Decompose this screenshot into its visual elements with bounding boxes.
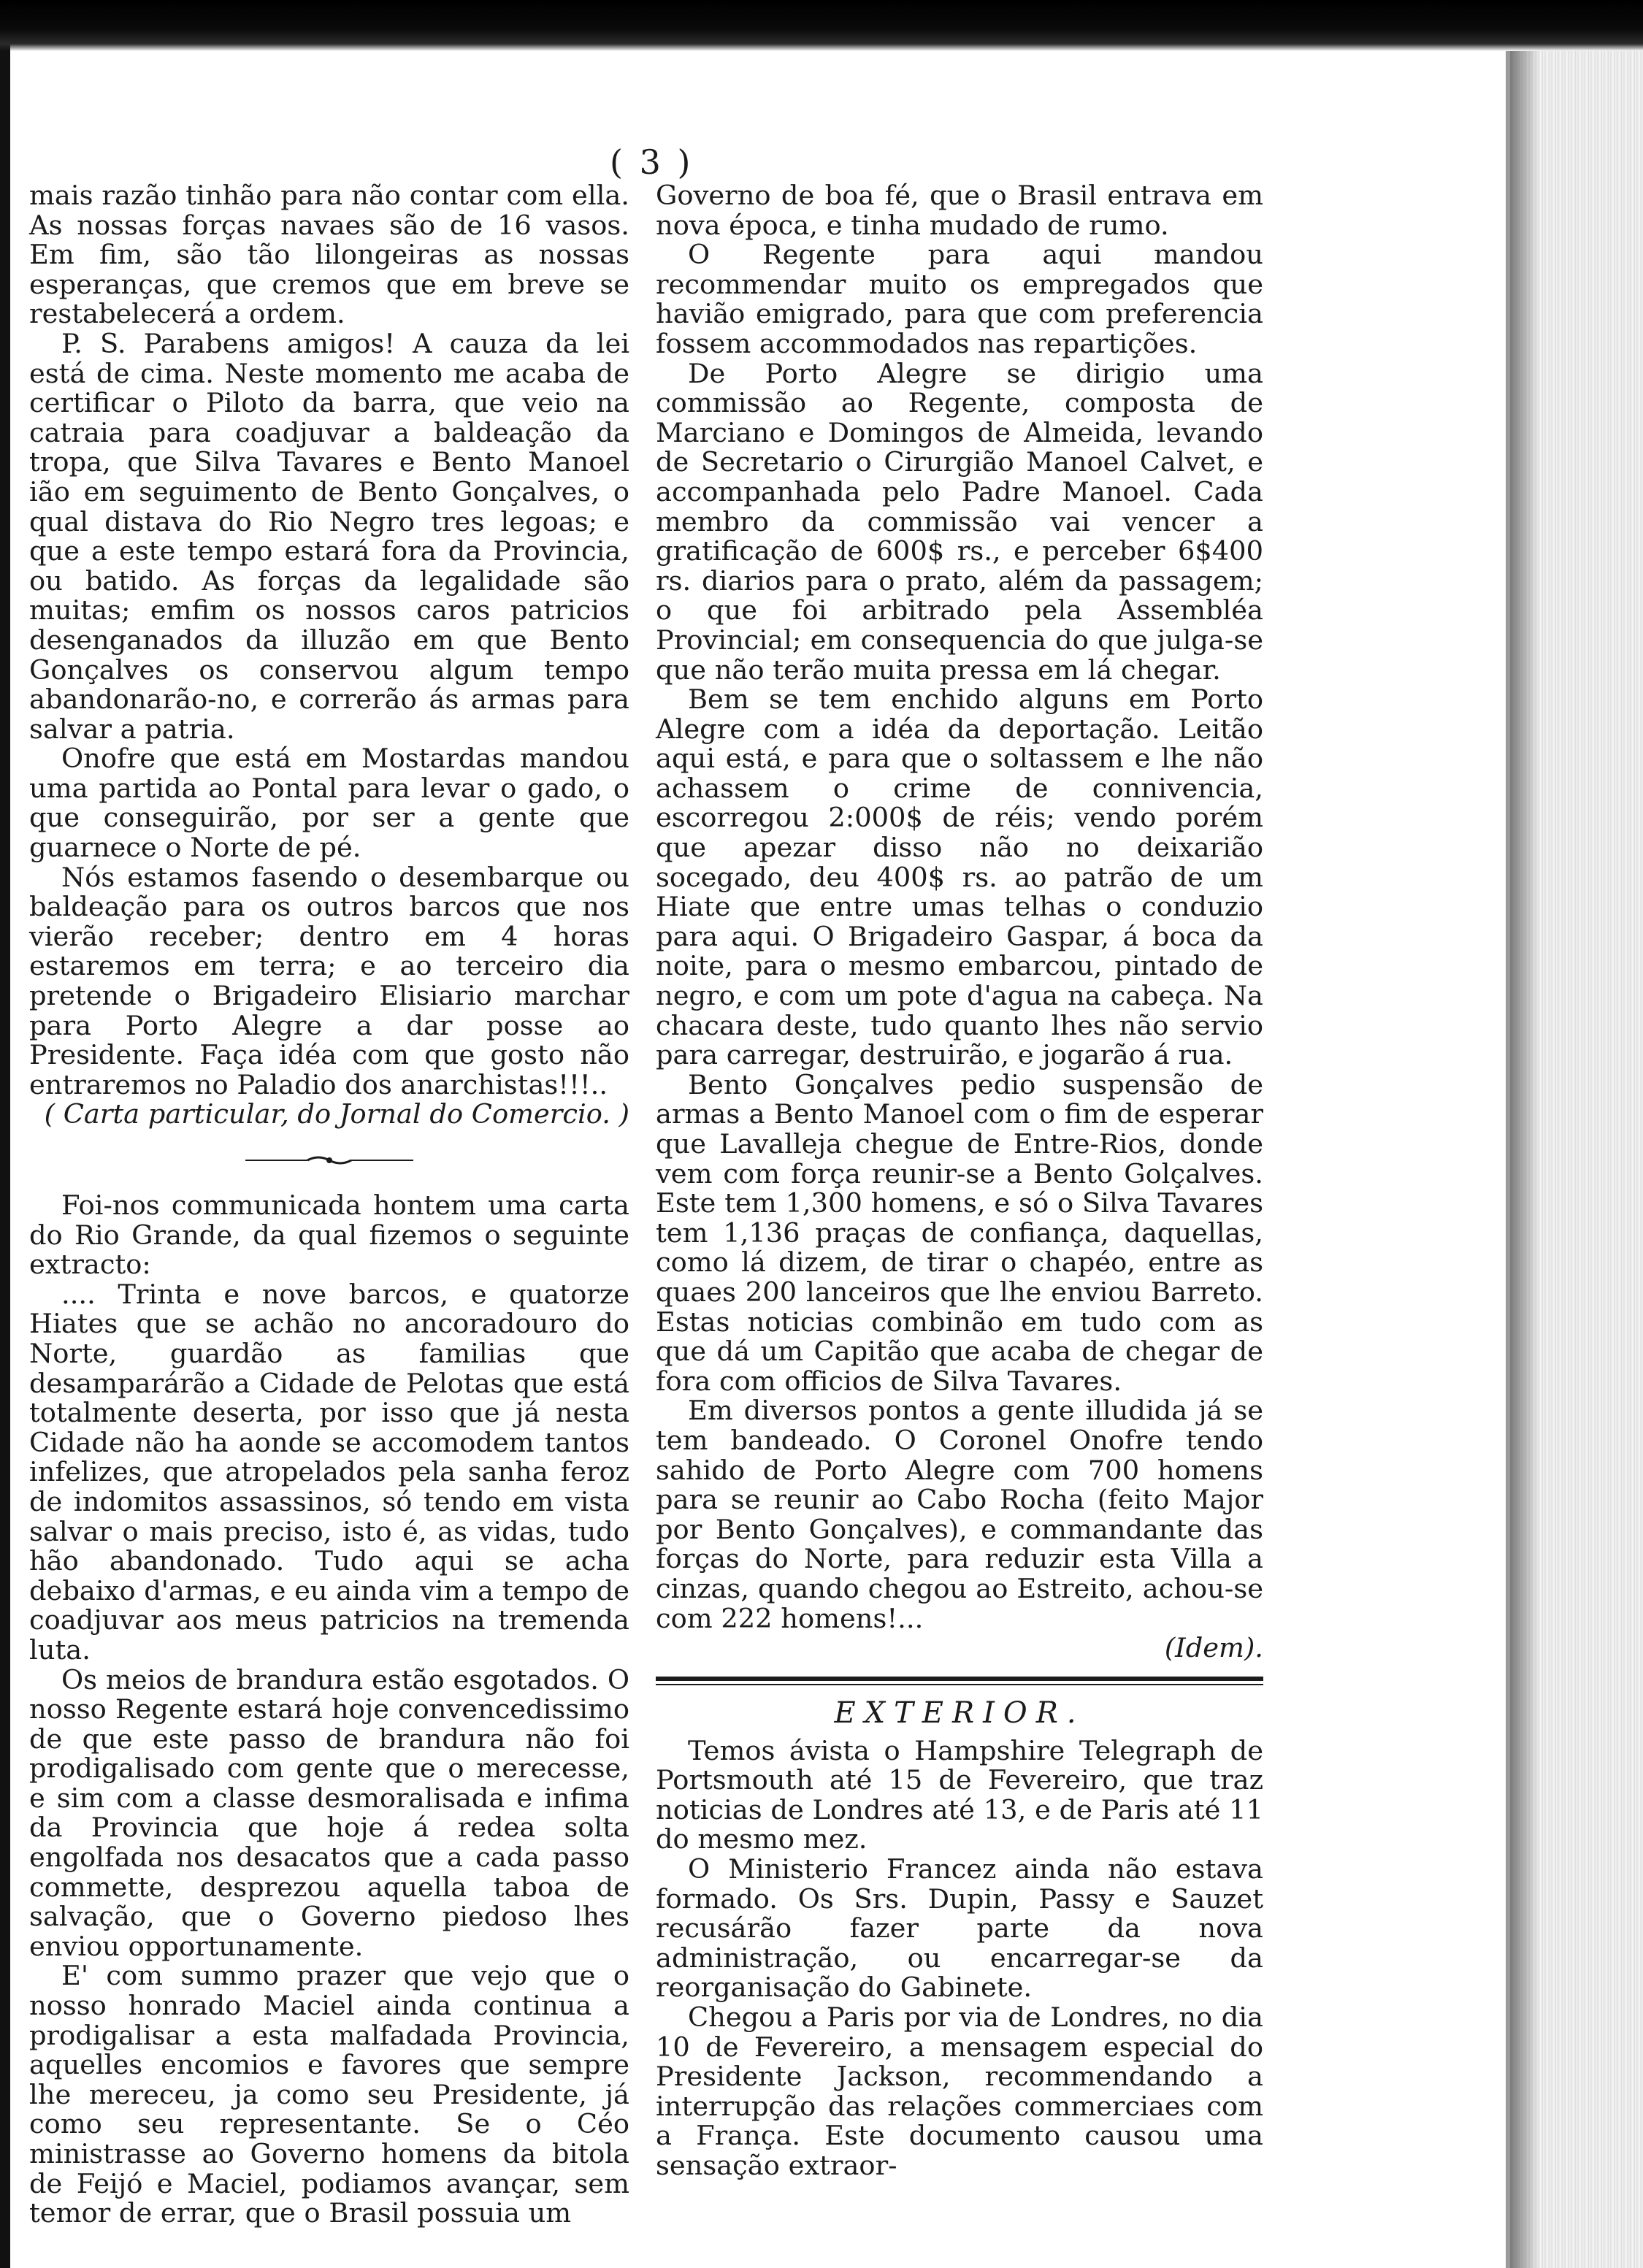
- paragraph-regent: Os meios de brandura estão esgotados. O nosso Regente estará hoje convencedissimo de que este passo de brandura não foi prodigalisado com gente que o merecesse, e sim com a classe desmoralisada e infima da Provincia que hoje á redea solta engolfada nos desacatos que a cada passo commette, desprezou aquella taboa de salvação, que o Governo piedoso lhes enviou opportunamente.: [29, 1663, 629, 1962]
- source-citation: ( Carta particular, do Jornal do Comercio. ): [44, 1098, 629, 1130]
- paragraph-postscript: P. S. Parabens amigos! A cauza da lei está de cima. Neste momento me acaba de certificar o Piloto da barra, que veio na catraia para coadjuvar a baldeação da tropa, que Silva Tavares e Bento Manoel ião em seguimento de Bento Gonçalves, o qual distava do Rio Negro tres legoas; e que a este tempo estará fora da Provincia, ou batido. As forças da legalidade são muitas; emfim os nossos caros patricios desenganados da illuzão em que Bento Gonçalves os conservou algum tempo abandonarão-no, e correrão ás armas para salvar a patria.: [29, 327, 629, 745]
- paragraph-maciel: E' com summo prazer que vejo que o nosso honrado Maciel ainda continua a prodigalisar a esta malfadada Provincia, aquelles encomios e favores que sempre lhe mereceu, ja como seu Presidente, já como seu representante. Se o Céo ministrasse ao Governo homens da bitola de Feijó e Maciel, podiamos avançar, sem temor de errar, que o Brasil possuia um: [29, 1960, 629, 2229]
- paragraph-commission: De Porto Alegre se dirigio uma commissão ao Regente, composta de Marciano e Domingos de Almeida, levando de Secretario o Cirurgião Manoel Calvet, e accompanhada pelo Padre Manoel. Cada membro da commissão vai vencer a gratificação de 600$ rs., e perceber 6$400 rs. diarios para o prato, além da passagem; o que foi arbitrado pela Assembléa Provincial; em consequencia do que julga-se que não terão muita pressa em lá chegar.: [656, 357, 1263, 686]
- paragraph-armistice: Bento Gonçalves pedio suspensão de armas a Bento Manoel com o fim de esperar que Lavalleja chegue de Entre-Rios, donde vem com força reunir-se a Bento Golçalves. Este tem 1,300 homens, e só o Silva Tavares tem 1,136 praças de confiança, daquellas, como lá dizem, de tirar o chapéo, entre as quaes 200 lanceiros que lhe enviou Barreto. Estas noticias combinão em tudo com as que dá um Capitão que acaba de chegar de fora com officios de Silva Tavares.: [656, 1068, 1263, 1397]
- paragraph-governo: Governo de boa fé, que o Brasil entrava em nova época, e tinha mudado de rumo.: [656, 180, 1263, 241]
- paragraph-navy: mais razão tinhão para não contar com ella. As nossas forças navaes são de 16 vasos. Em fim, são tão lilongeiras as nossas esperanças, que cremos que em breve se restabelecerá a ordem.: [29, 180, 629, 330]
- book-page-edge: [1506, 51, 1643, 2268]
- scan-border-top: [0, 0, 1643, 51]
- ornament-divider: [245, 1154, 413, 1166]
- paragraph-onofre: Onofre que está em Mostardas mandou uma partida ao Pontal para levar o gado, o que conseguirão, por ser a gente que guarnece o Norte de pé.: [29, 743, 629, 864]
- left-column: [29, 181, 629, 2229]
- paragraph-letter-intro: Foi-nos communicada hontem uma carta do Rio Grande, da qual fizemos o seguinte extracto:: [29, 1189, 629, 1281]
- section-rule: [656, 1677, 1263, 1685]
- paragraph-bandeado: Em diversos pontos a gente illudida já se tem bandeado. O Coronel Onofre tendo sahido de Porto Alegre com 700 homens para se reunir ao Cabo Rocha (feito Major por Bento Gonçalves), e commandante das forças do Norte, para reduzir esta Villa a cinzas, quando chegou ao Estreito, achou-se com 222 homens!...: [656, 1395, 1263, 1634]
- paragraph-boats: .... Trinta e nove barcos, e quatorze Hiates que se achão no ancoradouro do Norte, guardão as familias que desamparárão a Cidade de Pelotas que está totalmente deserta, por isso que já nesta Cidade não ha aonde se accomodem tantos infelizes, que atropelados pela sanha feroz de indomitos assassinos, só tendo em vista salvar o mais preciso, isto é, as vidas, tudo hão abandonado. Tudo aqui se acha debaixo d'armas, e eu ainda vim a tempo de coadjuvar aos meus patricios na tremenda luta.: [29, 1278, 629, 1666]
- section-heading-exterior: EXTERIOR.: [834, 1696, 1085, 1730]
- right-column: [656, 181, 1263, 2181]
- paragraph-ministry: O Ministerio Francez ainda não estava formado. Os Srs. Dupin, Passy e Sauzet recusárão fazer parte da nova administração, ou encarregar-se da reorganisação do Gabinete.: [656, 1853, 1263, 2004]
- page-number: ( 3 ): [610, 142, 694, 182]
- scan-border-left: [0, 0, 10, 2268]
- paragraph-employees: O Regente para aqui mandou recommendar muito os empregados que havião emigrado, para que com preferencia fossem accommodados nas repartições.: [656, 239, 1263, 359]
- paragraph-telegraph: Temos ávista o Hampshire Telegraph de Portsmouth até 15 de Fevereiro, que traz noticias de Londres até 13, e de Paris até 11 do mesmo mez.: [656, 1734, 1263, 1855]
- source-citation-idem: (Idem).: [1164, 1632, 1263, 1664]
- paragraph-disembark: Nós estamos fasendo o desembarque ou baldeação para os outros barcos que nos vierão receber; dentro em 4 horas estaremos em terra; e ao terceiro dia pretende o Brigadeiro Elisiario marchar para Porto Alegre a dar posse ao Presidente. Faça idéa com que gosto não entraremos no Paladio dos anarchistas!!!..: [29, 861, 629, 1100]
- paragraph-jackson: Chegou a Paris por via de Londres, no dia 10 de Fevereiro, a mensagem especial do Presidente Jackson, recommendando a interrupção das relações commerciaes com a França. Este documento causou uma sensação extraor-: [656, 2001, 1263, 2181]
- paragraph-deportation: Bem se tem enchido alguns em Porto Alegre com a idéa da deportação. Leitão aqui está, e para que o soltassem e lhe não achassem o crime de connivencia, escorregou 2:000$ de réis; vendo porém que apezar disso não no deixarião socegado, deu 400$ rs. ao patrão de um Hiate que entre umas telhas o conduzio para aqui. O Brigadeiro Gaspar, á boca da noite, para o mesmo embarcou, pintado de negro, e com um pote d'agua na cabeça. Na chacara deste, tudo quanto lhes não servio para carregar, destruirão, e jogarão á rua.: [656, 683, 1263, 1071]
